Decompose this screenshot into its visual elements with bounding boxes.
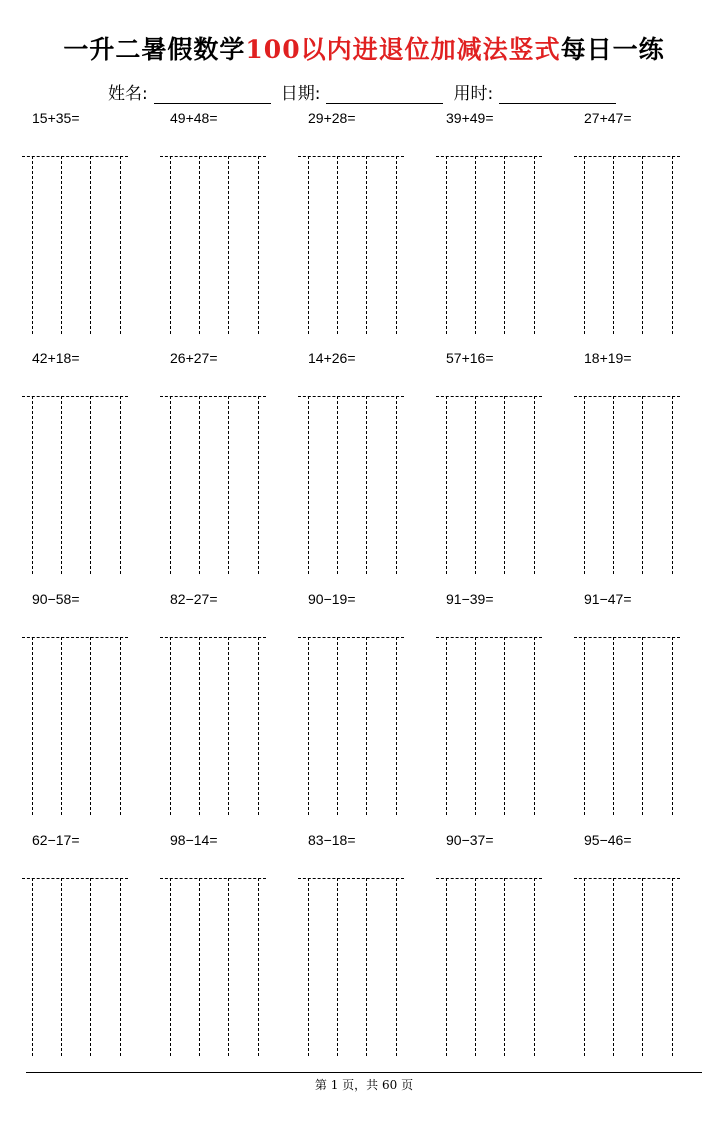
dashed-column-line [90, 156, 91, 334]
problem-text: 42+18= [32, 350, 80, 366]
problem-text: 18+19= [584, 350, 632, 366]
dashed-column-line [584, 878, 585, 1056]
dashed-column-line [366, 156, 367, 334]
dashed-top-line [22, 878, 128, 879]
problem-text: 90−37= [446, 832, 494, 848]
problem-text: 14+26= [308, 350, 356, 366]
dashed-column-line [228, 878, 229, 1056]
problem-cell [0, 348, 138, 578]
dashed-column-line [504, 637, 505, 815]
dashed-top-line [160, 156, 266, 157]
problem-row [0, 589, 728, 829]
dashed-column-line [258, 637, 259, 815]
answer-grid[interactable] [160, 878, 266, 1056]
dashed-column-line [446, 396, 447, 574]
dashed-column-line [228, 637, 229, 815]
problem-text: 49+48= [170, 110, 218, 126]
dashed-column-line [32, 396, 33, 574]
dashed-top-line [160, 396, 266, 397]
problem-text: 57+16= [446, 350, 494, 366]
answer-grid[interactable] [22, 396, 128, 574]
problem-text: 27+47= [584, 110, 632, 126]
dashed-top-line [574, 156, 680, 157]
problem-text: 95−46= [584, 832, 632, 848]
dashed-top-line [22, 396, 128, 397]
dashed-column-line [258, 156, 259, 334]
dashed-column-line [199, 156, 200, 334]
dashed-column-line [258, 878, 259, 1056]
dashed-top-line [22, 156, 128, 157]
dashed-column-line [584, 156, 585, 334]
answer-grid[interactable] [574, 396, 680, 574]
problem-text: 98−14= [170, 832, 218, 848]
dashed-column-line [308, 878, 309, 1056]
dashed-column-line [584, 637, 585, 815]
page-footer: 第 1 页，共 60 页 [314, 1078, 414, 1092]
dashed-top-line [436, 878, 542, 879]
problem-cell [0, 589, 138, 819]
dashed-column-line [475, 637, 476, 815]
dashed-column-line [170, 878, 171, 1056]
problem-cell [552, 830, 690, 1060]
problem-cell [414, 830, 552, 1060]
dashed-column-line [337, 637, 338, 815]
problem-row [0, 348, 728, 588]
answer-grid[interactable] [160, 396, 266, 574]
dashed-column-line [672, 878, 673, 1056]
dashed-column-line [642, 637, 643, 815]
dashed-column-line [396, 878, 397, 1056]
problem-cell [552, 348, 690, 578]
dashed-top-line [298, 156, 404, 157]
problem-cell [138, 830, 276, 1060]
dashed-column-line [642, 396, 643, 574]
dashed-column-line [446, 878, 447, 1056]
dashed-column-line [199, 396, 200, 574]
problem-cell [138, 108, 276, 338]
problem-cell [414, 108, 552, 338]
footer-divider [26, 1072, 702, 1073]
name-label: 姓名: [108, 84, 148, 104]
dashed-column-line [504, 396, 505, 574]
dashed-column-line [308, 396, 309, 574]
dashed-top-line [574, 637, 680, 638]
dashed-column-line [366, 396, 367, 574]
dashed-column-line [61, 396, 62, 574]
problem-text: 90−58= [32, 591, 80, 607]
dashed-column-line [534, 637, 535, 815]
answer-grid[interactable] [22, 156, 128, 334]
answer-grid[interactable] [436, 396, 542, 574]
problem-cell [414, 348, 552, 578]
dashed-column-line [613, 396, 614, 574]
problem-cell [276, 108, 414, 338]
answer-grid[interactable] [160, 637, 266, 815]
dashed-column-line [228, 396, 229, 574]
dashed-column-line [61, 637, 62, 815]
dashed-column-line [61, 878, 62, 1056]
problem-text: 91−39= [446, 591, 494, 607]
dashed-top-line [22, 637, 128, 638]
dashed-top-line [298, 878, 404, 879]
dashed-column-line [337, 396, 338, 574]
answer-grid[interactable] [22, 878, 128, 1056]
dashed-top-line [298, 637, 404, 638]
dashed-top-line [160, 878, 266, 879]
dashed-column-line [584, 396, 585, 574]
dashed-top-line [160, 637, 266, 638]
answer-grid[interactable] [436, 156, 542, 334]
dashed-column-line [308, 156, 309, 334]
dashed-column-line [90, 396, 91, 574]
problem-text: 62−17= [32, 832, 80, 848]
problem-row [0, 108, 728, 348]
title-part-1: 一升二暑假数学 [63, 35, 246, 64]
answer-grid[interactable] [22, 637, 128, 815]
dashed-column-line [308, 637, 309, 815]
dashed-column-line [446, 156, 447, 334]
dashed-column-line [120, 156, 121, 334]
dashed-column-line [613, 156, 614, 334]
dashed-column-line [446, 637, 447, 815]
dashed-column-line [642, 878, 643, 1056]
dashed-column-line [32, 637, 33, 815]
dashed-top-line [436, 637, 542, 638]
dashed-column-line [90, 637, 91, 815]
dashed-column-line [534, 878, 535, 1056]
dashed-column-line [199, 637, 200, 815]
name-field[interactable] [154, 85, 271, 104]
dashed-column-line [475, 878, 476, 1056]
dashed-column-line [534, 396, 535, 574]
problem-text: 15+35= [32, 110, 80, 126]
date-label: 日期: [280, 84, 321, 104]
problem-cell [138, 589, 276, 819]
title-part-2: 100以内进退位加减法竖式 [245, 35, 561, 64]
dashed-top-line [574, 878, 680, 879]
title-part-3: 每日一练 [560, 35, 665, 64]
dashed-column-line [396, 156, 397, 334]
dashed-column-line [120, 396, 121, 574]
dashed-column-line [170, 637, 171, 815]
problem-text: 29+28= [308, 110, 356, 126]
dashed-top-line [574, 396, 680, 397]
problem-cell [0, 108, 138, 338]
date-field[interactable] [326, 85, 443, 104]
dashed-column-line [672, 637, 673, 815]
page-title [0, 30, 728, 66]
dashed-top-line [436, 156, 542, 157]
dashed-column-line [396, 637, 397, 815]
answer-grid[interactable] [298, 878, 404, 1056]
dashed-column-line [258, 396, 259, 574]
problem-text: 26+27= [170, 350, 218, 366]
dashed-column-line [475, 396, 476, 574]
problem-row [0, 830, 728, 1070]
answer-grid[interactable] [436, 637, 542, 815]
dashed-column-line [120, 878, 121, 1056]
dashed-column-line [32, 878, 33, 1056]
dashed-column-line [504, 878, 505, 1056]
problem-cell [552, 108, 690, 338]
time-label: 用时: [453, 84, 494, 104]
dashed-column-line [337, 156, 338, 334]
dashed-column-line [613, 637, 614, 815]
dashed-column-line [228, 156, 229, 334]
info-row [108, 80, 626, 104]
problem-text: 90−19= [308, 591, 356, 607]
dashed-column-line [504, 156, 505, 334]
dashed-column-line [32, 156, 33, 334]
dashed-column-line [61, 156, 62, 334]
problem-text: 83−18= [308, 832, 356, 848]
dashed-column-line [90, 878, 91, 1056]
problem-cell [276, 830, 414, 1060]
answer-grid[interactable] [574, 878, 680, 1056]
dashed-column-line [366, 637, 367, 815]
dashed-column-line [199, 878, 200, 1056]
answer-grid[interactable] [298, 637, 404, 815]
answer-grid[interactable] [298, 156, 404, 334]
answer-grid[interactable] [574, 156, 680, 334]
dashed-column-line [120, 637, 121, 815]
answer-grid[interactable] [298, 396, 404, 574]
problem-cell [276, 348, 414, 578]
dashed-top-line [298, 396, 404, 397]
problem-cell [276, 589, 414, 819]
dashed-column-line [642, 156, 643, 334]
dashed-column-line [613, 878, 614, 1056]
problem-cell [552, 589, 690, 819]
dashed-column-line [534, 156, 535, 334]
dashed-column-line [337, 878, 338, 1056]
dashed-column-line [672, 156, 673, 334]
dashed-column-line [475, 156, 476, 334]
dashed-column-line [672, 396, 673, 574]
problem-text: 82−27= [170, 591, 218, 607]
problem-text: 91−47= [584, 591, 632, 607]
problem-cell [138, 348, 276, 578]
dashed-top-line [436, 396, 542, 397]
problem-cell [414, 589, 552, 819]
problem-text: 39+49= [446, 110, 494, 126]
problem-cell [0, 830, 138, 1060]
answer-grid[interactable] [160, 156, 266, 334]
answer-grid[interactable] [436, 878, 542, 1056]
time-field[interactable] [499, 85, 616, 104]
dashed-column-line [396, 396, 397, 574]
dashed-column-line [170, 396, 171, 574]
answer-grid[interactable] [574, 637, 680, 815]
dashed-column-line [170, 156, 171, 334]
dashed-column-line [366, 878, 367, 1056]
